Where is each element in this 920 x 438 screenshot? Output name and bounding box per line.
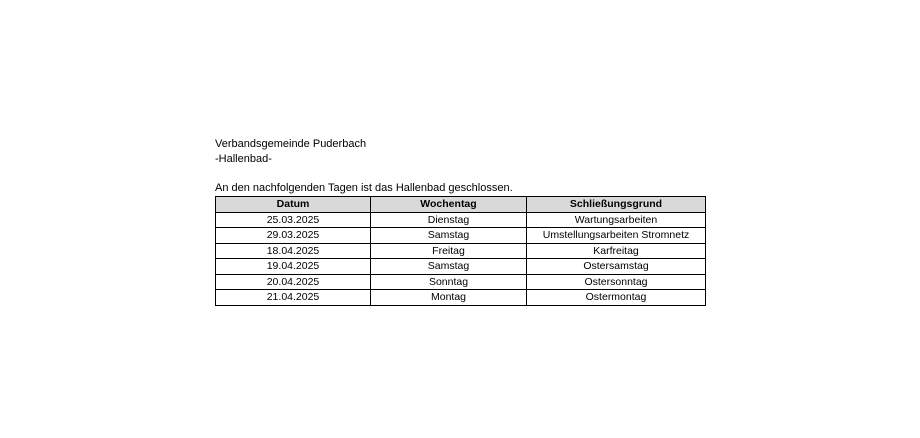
cell-reason: Umstellungsarbeiten Stromnetz <box>527 228 706 244</box>
column-header-reason: Schließungsgrund <box>527 197 706 213</box>
document <box>215 137 715 306</box>
cell-weekday: Dienstag <box>371 212 527 228</box>
closure-notice: An den nachfolgenden Tagen ist das Hallenbad geschlossen. <box>215 182 513 194</box>
cell-weekday: Samstag <box>371 259 527 275</box>
cell-reason: Wartungsarbeiten <box>527 212 706 228</box>
organization-name: Verbandsgemeinde Puderbach <box>215 138 367 150</box>
cell-weekday: Samstag <box>371 228 527 244</box>
column-header-weekday: Wochentag <box>371 197 527 213</box>
spacer <box>215 167 715 181</box>
table-row <box>216 212 706 228</box>
cell-weekday: Sonntag <box>371 274 527 290</box>
table-row <box>216 228 706 244</box>
facility-name: -Hallenbad- <box>215 153 272 165</box>
table-row <box>216 243 706 259</box>
table-row <box>216 259 706 275</box>
cell-date: 18.04.2025 <box>216 243 371 259</box>
cell-date: 21.04.2025 <box>216 290 371 306</box>
table-header-row <box>216 197 706 213</box>
cell-weekday: Montag <box>371 290 527 306</box>
cell-reason: Ostersamstag <box>527 259 706 275</box>
cell-reason: Karfreitag <box>527 243 706 259</box>
cell-date: 29.03.2025 <box>216 228 371 244</box>
table-row <box>216 290 706 306</box>
cell-date: 19.04.2025 <box>216 259 371 275</box>
cell-weekday: Freitag <box>371 243 527 259</box>
closure-table <box>215 196 706 306</box>
cell-date: 25.03.2025 <box>216 212 371 228</box>
table-row <box>216 274 706 290</box>
cell-reason: Ostersonntag <box>527 274 706 290</box>
column-header-date: Datum <box>216 197 371 213</box>
cell-date: 20.04.2025 <box>216 274 371 290</box>
cell-reason: Ostermontag <box>527 290 706 306</box>
